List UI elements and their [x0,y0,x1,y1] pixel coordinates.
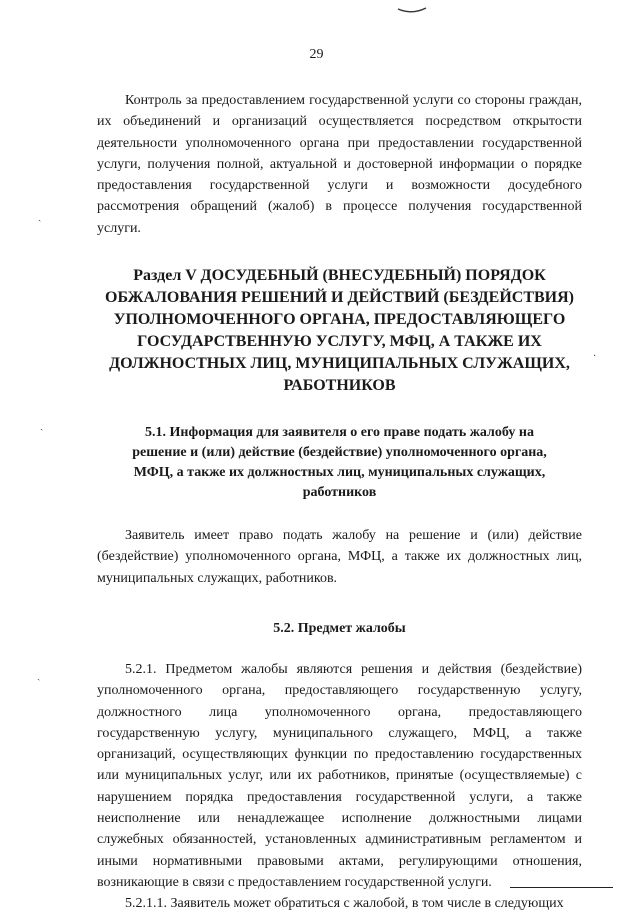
page-number: 29 [309,47,324,62]
scan-mark: · [593,351,597,362]
scan-mark: ˎ [38,211,42,222]
paragraph-5-2-1-1: 5.2.1.1. Заявитель может обратиться с жалобой, в том числе в следующих [125,896,564,912]
paragraph-5-2-1: 5.2.1. Предметом жалобы являются решения и действия (бездействие) уполномоченного органа, предоставляющего государственную услугу, должностного лица уполномоченного органа, предоставляющего государственную услугу, муниципального служащего, МФЦ, а также организаций, осуществляющих функции по предоставлению государственных или муниципальных услуг, или их работников, принятые (осуществляемые) с нарушением порядка предоставления государственной услуги, а также неисполнение или ненадлежащее исполнение должностными лицами служебных обязанностей, установленных административным регламентом и иными нормативными правовыми актами, регулирующими отношения, возникающие в связи с предоставлением государственной услуги. [97,661,582,890]
scan-mark: ˎ [37,670,41,681]
subsection-5-2-title: 5.2. Предмет жалобы [273,620,406,636]
section-title: Раздел V ДОСУДЕБНЫЙ (ВНЕСУДЕБНЫЙ) ПОРЯДОК ОБЖАЛОВАНИЯ РЕШЕНИЙ И ДЕЙСТВИЙ (БЕЗДЕЙСТВИЯ) УПОЛНОМОЧЕННОГО ОРГАНА, ПРЕДОСТАВЛЯЮЩЕГО ГОСУДАРСТВЕННУЮ УСЛУГУ, МФЦ, А ТАКЖЕ ИХ ДОЛЖНОСТНЫХ ЛИЦ, МУНИЦИПАЛЬНЫХ СЛУЖАЩИХ, РАБОТНИКОВ [105,267,575,395]
subsection-5-1-title: 5.1. Информация для заявителя о его праве подать жалобу на решение и (или) действие (бездействие) уполномоченного органа, МФЦ, а также их должностных лиц, муниципальных служащих, работников [132,425,547,501]
intro-paragraph: Контроль за предоставлением государственной услуги со стороны граждан, их объединений и организаций осуществляется посредством открытости деятельности уполномоченного органа при предоставлении государственной услуги, получения полной, актуальной и достоверной информации о порядке предоставления государственной услуги и возможности досудебного рассмотрения обращений (жалоб) в процессе получения государственной услуги. [97,93,582,236]
subsection-5-1-paragraph: Заявитель имеет право подать жалобу на решение и (или) действие (бездействие) уполномоченного органа, МФЦ, а также их должностных лиц, муниципальных служащих, работников. [97,528,582,586]
scan-mark [397,6,427,14]
document-body [97,90,582,915]
footer-rule [510,887,613,888]
scan-mark: ˎ [40,420,44,431]
